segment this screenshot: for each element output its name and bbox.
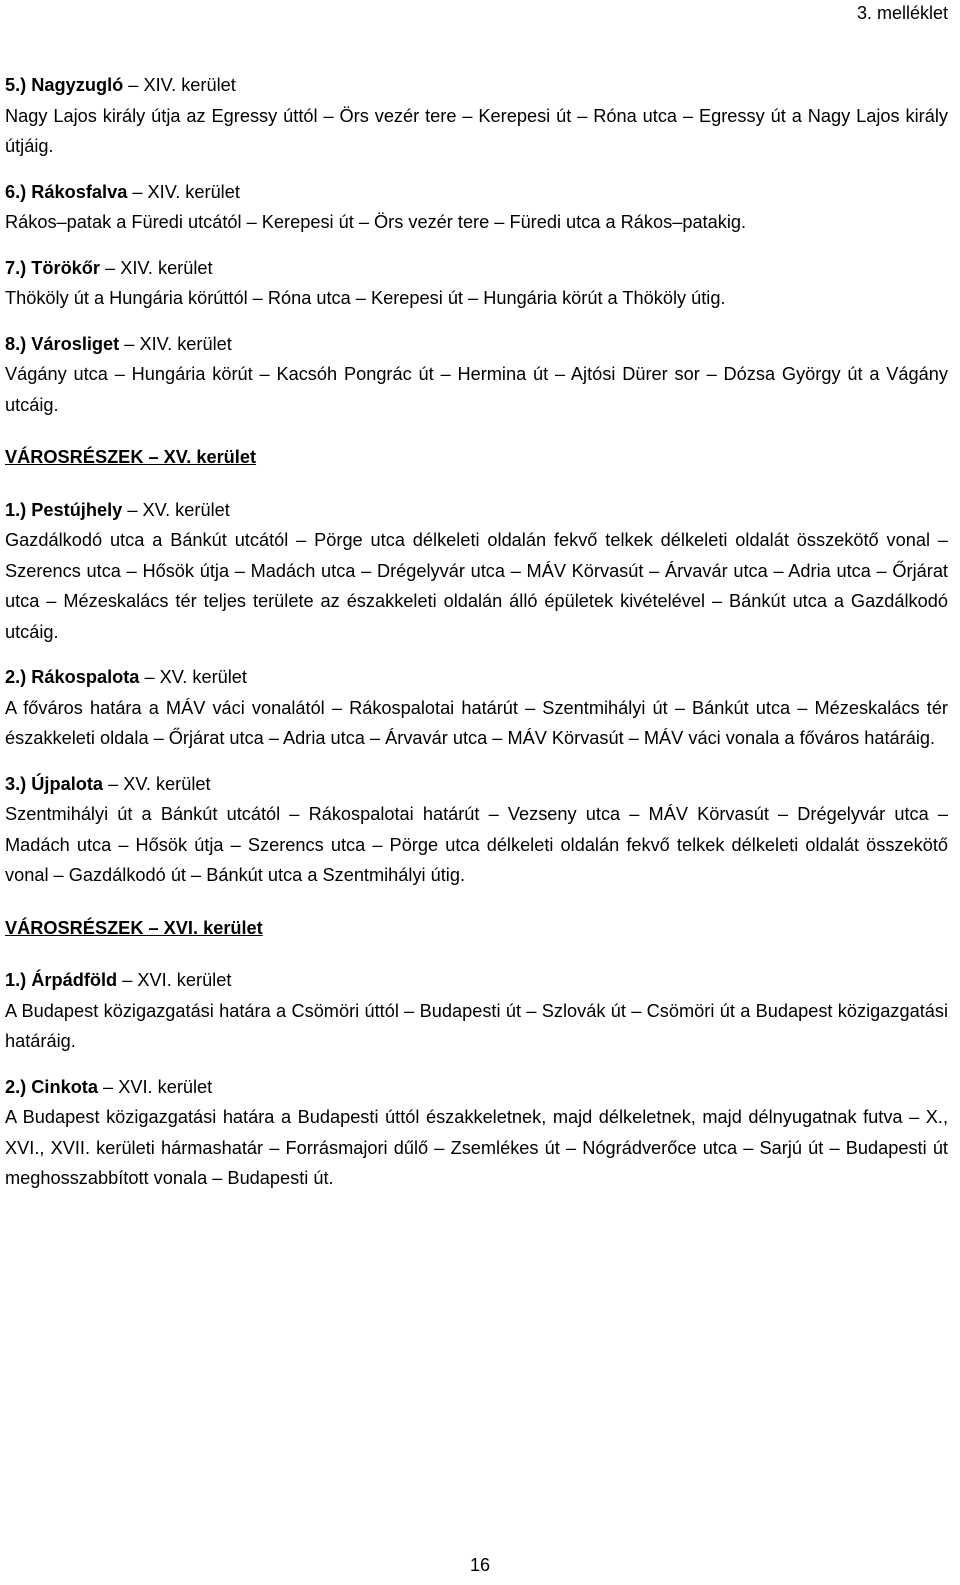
annex-label: 3. melléklet [856,3,948,23]
district-entry-rakospalota [5,662,948,754]
document-body [5,70,948,1209]
entry-heading [5,1072,948,1103]
entry-title: 1.) Pestújhely [5,499,123,520]
district-entry-torokor [5,253,948,314]
entry-title: 2.) Rákospalota [5,667,140,687]
entry-boundary-text: Nagy Lajos király útja az Egressy úttól – Örs vezér tere – Kerepesi út – Róna utca – Egressy út a Nagy Lajos király útjáig. [5,105,948,156]
entry-district: – XVI. kerület [117,970,232,990]
entry-district: – XIV. kerület [119,333,232,354]
entry-heading [5,253,948,284]
page-number: 16 [469,1555,491,1575]
entry-title: 5.) Nagyzugló [5,75,124,95]
entry-heading [5,495,948,526]
entry-boundary-text: A főváros határa a MÁV váci vonalától – Rákospalotai határút – Szentmihályi út – Bánkút utca – Mézeskalács tér északkeleti oldala – Őrjárat utca – Adria utca – Árvavár utca – MÁV Körvasút – MÁV váci vonala a főváros határáig. [5,697,948,748]
entry-boundary-text: Gazdálkodó utca a Bánkút utcától – Pörge utca délkeleti oldalán fekvő telkek délkeleti oldalát összekötő vonal – Szerencs utca – Hősök útja – Madách utca – Drégelyvár utca – MÁV Körvasút – Árvavár utca – Adria utca – Őrjárat utca – Mézeskalács tér teljes területe az északkeleti oldalán álló épületek kivételével – Bánkút utca a Gazdálkodó utcáig. [5,530,948,642]
entry-boundary-text: A Budapest közigazgatási határa a Csömöri úttól – Budapesti út – Szlovák út – Csömöri út a Budapest közigazgatási határáig. [5,1000,948,1051]
entry-heading [5,329,948,360]
entry-boundary-text: Rákos–patak a Füredi utcától – Kerepesi út – Örs vezér tere – Füredi utca a Rákos–patakig. [5,212,747,232]
entry-district: – XIV. kerület [123,75,236,95]
district-entry-cinkota [5,1072,948,1194]
entry-title: 3.) Újpalota [5,773,104,794]
entry-title: 1.) Árpádföld [5,970,118,990]
entry-district: – XV. kerület [139,667,247,687]
entry-district: – XIV. kerület [100,257,213,278]
entry-district: – XIV. kerület [127,181,240,202]
section-heading-xv: VÁROSRÉSZEK – XV. kerület [5,447,257,467]
district-entry-arpadfold [5,965,948,1057]
entry-district: – XV. kerület [103,773,211,794]
entry-title: 6.) Rákosfalva [5,181,128,202]
district-entry-rakosfalva [5,177,948,238]
section-heading-xvi: VÁROSRÉSZEK – XVI. kerület [5,917,263,938]
entry-district: – XVI. kerület [97,1076,213,1097]
district-entry-pestujhely [5,495,948,648]
entry-boundary-text: A Budapest közigazgatási határa a Budapesti úttól északkeletnek, majd délkeletnek, majd délnyugatnak futva – X., XVI., XVII. kerületi hármashatár – Forrásmajori dűlő – Zsemlékes út – Nógrádverőce utca – Sarjú út – Budapesti út meghosszabbított vonala – Budapesti út. [5,1107,948,1188]
entry-district: – XV. kerület [122,499,230,520]
entry-boundary-text: Thököly út a Hungária körúttól – Róna utca – Kerepesi út – Hungária körút a Thököly útig. [5,288,726,308]
entry-title: 7.) Törökőr [5,257,100,278]
entry-title: 2.) Cinkota [5,1076,98,1097]
district-entry-ujpalota [5,769,948,891]
entry-heading [5,769,948,800]
entry-heading [5,662,948,693]
entry-title: 8.) Városliget [5,333,120,354]
entry-heading [5,965,948,996]
entry-heading [5,177,948,208]
entry-boundary-text: Szentmihályi út a Bánkút utcától – Rákospalotai határút – Vezseny utca – MÁV Körvasút – Drégelyvár utca – Madách utca – Hősök útja – Szerencs utca – Pörge utca délkeleti oldalán fekvő telkek délkeleti oldalát összekötő vonal – Gazdálkodó út – Bánkút utca a Szentmihályi útig. [5,804,948,885]
district-entry-varosliget [5,329,948,421]
district-entry-nagyzuglo [5,70,948,162]
entry-heading [5,70,948,101]
entry-boundary-text: Vágány utca – Hungária körút – Kacsóh Pongrác út – Hermina út – Ajtósi Dürer sor – Dózsa György út a Vágány utcáig. [5,364,948,415]
